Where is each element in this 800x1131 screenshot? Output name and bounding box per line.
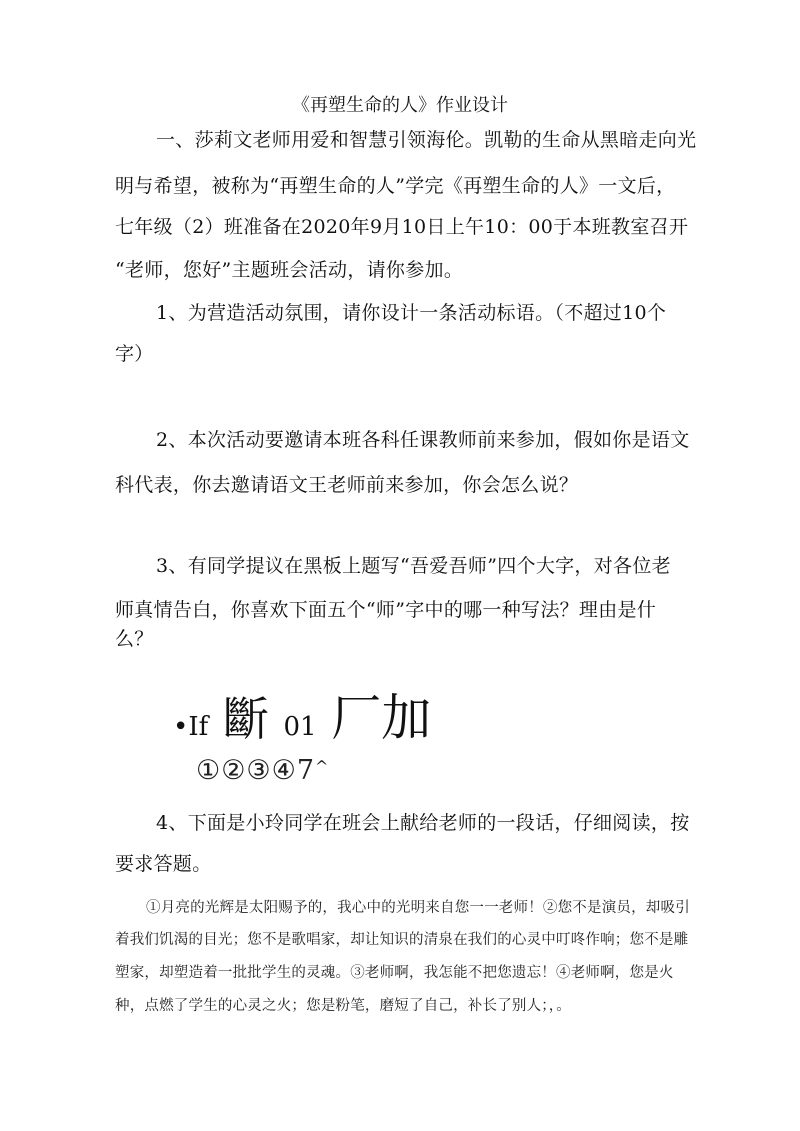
passage-line-1: ①月亮的光辉是太阳赐予的，我心中的光明来自您一一老师！②您不是演员，却吸引: [146, 900, 690, 916]
glyph-sample-numbers: [196, 755, 329, 787]
question-2-line-1: 2、本次活动要邀请本班各科任课教师前来参加，假如你是语文: [156, 429, 690, 451]
intro-line-3: 七年级（2）班准备在2020年9月10日上午10：00于本班教室召开: [115, 216, 689, 238]
intro-line-2: 明与希望，被称为“再塑生命的人”学完《再塑生命的人》一文后，: [115, 175, 676, 197]
question-1-line-2: 字）: [115, 343, 154, 365]
question-3-line-3: 么？: [115, 628, 154, 650]
page-title: 《再塑生命的人》作业设计: [292, 95, 508, 116]
question-4-line-2: 要求答题。: [115, 853, 212, 875]
sample-mark: ^: [315, 757, 330, 776]
question-1-line-1: 1、为营造活动氛围，请你设计一条活动标语。（不超过10个: [156, 302, 667, 324]
intro-line-1: 一、莎莉文老师用爱和智慧引领海伦。凯勒的生命从黑暗走向光: [156, 129, 697, 151]
glyph-sample-4: 厂加: [331, 689, 432, 747]
question-2-line-2: 科代表，你去邀请语文王老师前来参加，你会怎么说？: [115, 474, 579, 496]
question-4-line-1: 4、下面是小玲同学在班会上献给老师的一段话，仔细阅读，按: [156, 812, 690, 834]
passage-line-4: 种，点燃了学生的心灵之火；您是粉笔，磨短了自己，补长了别人；，。: [115, 998, 571, 1014]
passage-line-2: 着我们饥渴的目光；您不是歌唱家，却让知识的清泉在我们的心灵中叮咚作响；您不是雕: [115, 932, 689, 948]
glyph-sample-2: 斷: [222, 692, 269, 746]
glyph-sample-3: 01: [283, 712, 317, 742]
sample-number-labels: ①②③④7: [196, 755, 315, 786]
passage-line-3: 塑家，却塑造着一批批学生的灵魂。③老师啊，我怎能不把您遗忘！④老师啊，您是火: [115, 965, 674, 981]
glyph-sample-1: •If: [173, 712, 209, 742]
calligraphy-samples: [173, 690, 431, 755]
intro-line-4: “老师，您好”主题班会活动，请你参加。: [115, 259, 464, 281]
question-3-line-2: 师真情告白，你喜欢下面五个“师”字中的哪一种写法？理由是什: [115, 599, 657, 621]
question-3-line-1: 3、有同学提议在黑板上题写“吾爱吾师”四个大字，对各位老: [156, 555, 671, 577]
